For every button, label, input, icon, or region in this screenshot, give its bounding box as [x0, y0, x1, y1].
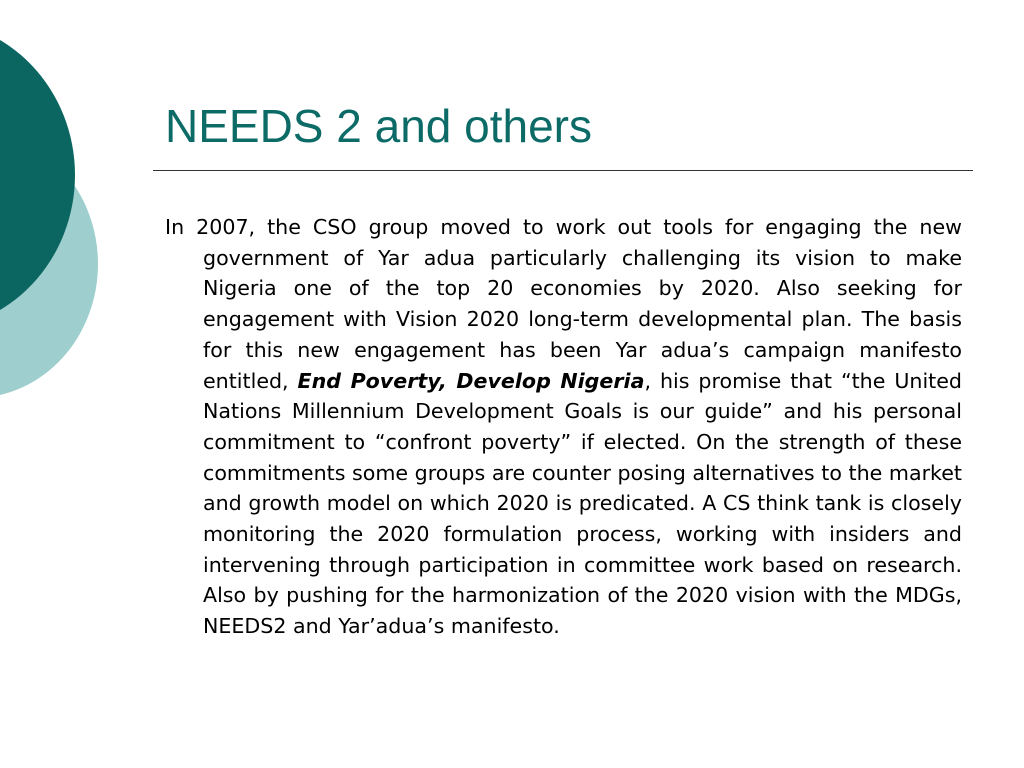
title-divider: [153, 170, 973, 171]
body-text-part-2: , his promise that “the United Nations Millennium Development Goals is our guide” and his personal commitment to “confront poverty” if elected. On the strength of these commitments some groups are counter posing alternatives to the market and growth model on which 2020 is predicated. A CS think tank is closely monitoring the 2020 formulation process, working with insiders and intervening through participation in committee work based on research. Also by pushing for the harmonization of the 2020 vision with the MDGs, NEEDS2 and Yar’adua’s manifesto.: [203, 368, 963, 639]
body-text-part-1: In 2007, the CSO group moved to work out tools for engaging the new government of Yar adua particularly challenging its vision to make Nigeria one of the top 20 economies by 2020. Also seeking for engagement with Vision 2020 long-term developmental plan. The basis for this new engagement has been Yar adua’s campaign manifesto entitled,: [165, 215, 962, 393]
body-emphasis-manifesto-title: End Poverty, Develop Nigeria: [297, 368, 645, 393]
slide-body-paragraph: [165, 212, 962, 642]
slide-title: NEEDS 2 and others: [165, 100, 593, 152]
